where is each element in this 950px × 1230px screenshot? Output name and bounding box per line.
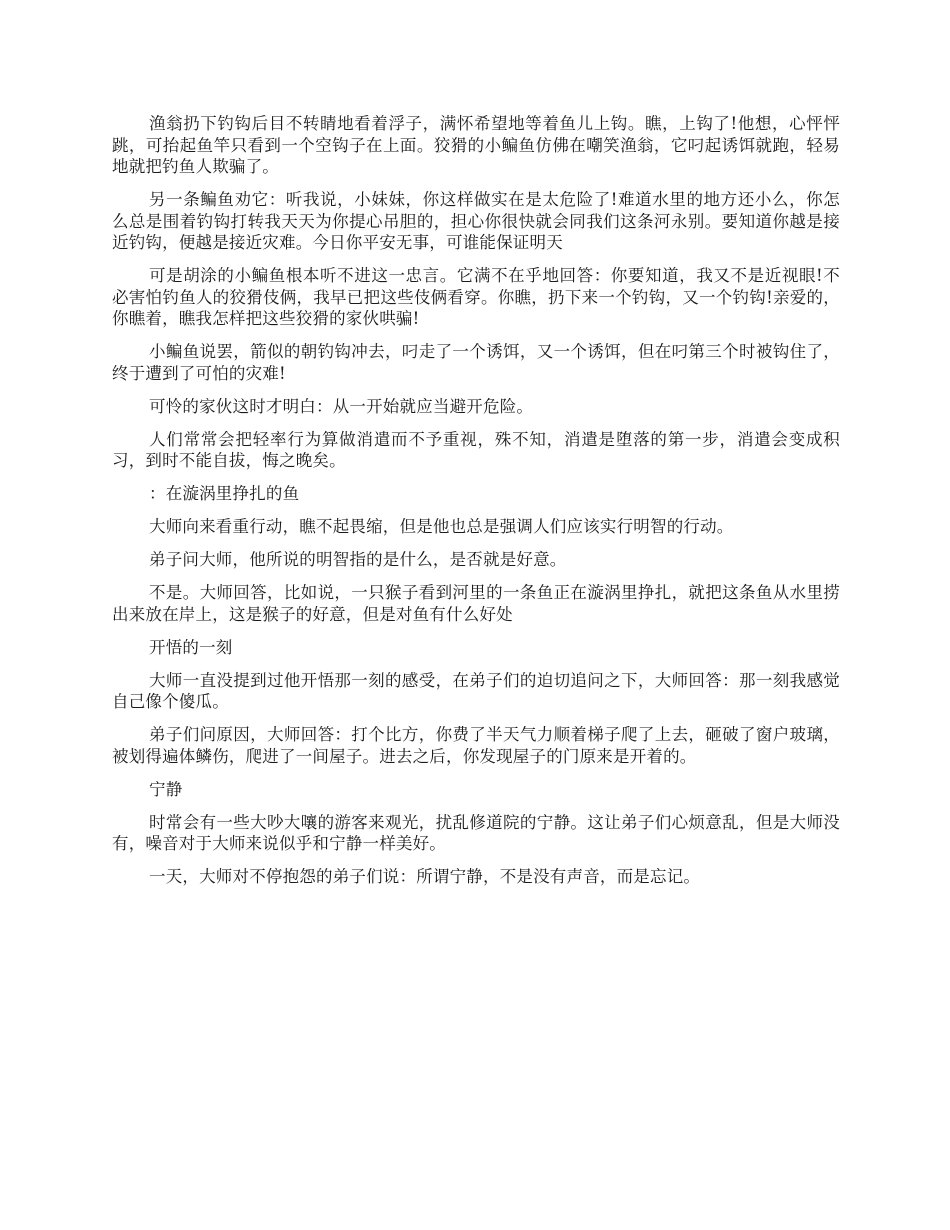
section-heading-tranquility: 宁静 — [149, 779, 183, 799]
paragraph-bream-advice: 另一条鳊鱼劝它：听我说，小妹妹，你这样做实在是太危险了!难道水里的地方还小么，你怎么总是围着钓钩打转我天天为你提心吊胆的，担心你很快就会同我们这条河永别。要知道你越是接近钓钩，便越是接近灾难。今日你平安无事，可谁能保证明天 — [112, 190, 840, 252]
paragraph-moral: 人们常常会把轻率行为算做消遣而不予重视，殊不知，消遣是堕落的第一步，消遣会变成积习，到时不能自拔，悔之晚矣。 — [112, 429, 840, 470]
paragraph-bream-caught: 小鳊鱼说罢，箭似的朝钓钩冲去，叼走了一个诱饵，又一个诱饵，但在叼第三个时被钩住了，终于遭到了可怕的灾难! — [112, 342, 840, 383]
paragraph-enlightenment-feeling: 大师一直没提到过他开悟那一刻的感受，在弟子们的迫切追问之下，大师回答：那一刻我感觉自己像个傻瓜。 — [112, 670, 840, 711]
paragraph-monkey-fish: 不是。大师回答，比如说，一只猴子看到河里的一条鱼正在漩涡里挣扎，就把这条鱼从水里捞出来放在岸上，这是猴子的好意，但是对鱼有什么好处 — [112, 583, 840, 624]
paragraph-bream-lesson: 可怜的家伙这时才明白：从一开始就应当避开危险。 — [149, 396, 534, 416]
paragraph-tranquility-meaning: 一天，大师对不停抱怨的弟子们说：所谓宁静，不是没有声音，而是忘记。 — [149, 867, 701, 886]
paragraph-bream-reply: 可是胡涂的小鳊鱼根本听不进这一忠言。它满不在乎地回答：你要知道，我又不是近视眼!不必害怕钓鱼人的狡猾伎俩，我早已把这些伎俩看穿。你瞧，扔下来一个钓钩，又一个钓钩!亲爱的，你瞧着，瞧我怎样把这些狡猾的家伙哄骗! — [112, 266, 840, 328]
paragraph-ladder-analogy: 弟子们问原因，大师回答：打个比方，你费了半天气力顺着梯子爬了上去，砸破了窗户玻璃，被划得遍体鳞伤，爬进了一间屋子。进去之后，你发现屋子的门原来是开着的。 — [112, 725, 840, 766]
paragraph-wise-action: 大师向来看重行动，瞧不起畏缩，但是他也总是强调人们应该实行明智的行动。 — [149, 517, 734, 536]
section-heading-whirlpool-fish: ：在漩涡里挣扎的鱼 — [149, 484, 300, 503]
section-heading-enlightenment: 开悟的一刻 — [149, 637, 233, 657]
paragraph-disciple-question: 弟子问大师，他所说的明智指的是什么，是否就是好意。 — [149, 550, 567, 569]
document-page — [112, 113, 840, 888]
paragraph-fisherman-hook: 渔翁扔下钓钩后目不转睛地看着浮子，满怀希望地等着鱼儿上钩。瞧，上钩了!他想，心怦怦跳，可抬起鱼竿只看到一个空钩子在上面。狡猾的小鳊鱼仿佛在嘲笑渔翁，它叼起诱饵就跑，轻易地就把钓鱼人欺骗了。 — [112, 114, 840, 176]
paragraph-noisy-tourists: 时常会有一些大吵大嚷的游客来观光，扰乱修道院的宁静。这让弟子们心烦意乱，但是大师没有，噪音对于大师来说似乎和宁静一样美好。 — [112, 812, 840, 853]
